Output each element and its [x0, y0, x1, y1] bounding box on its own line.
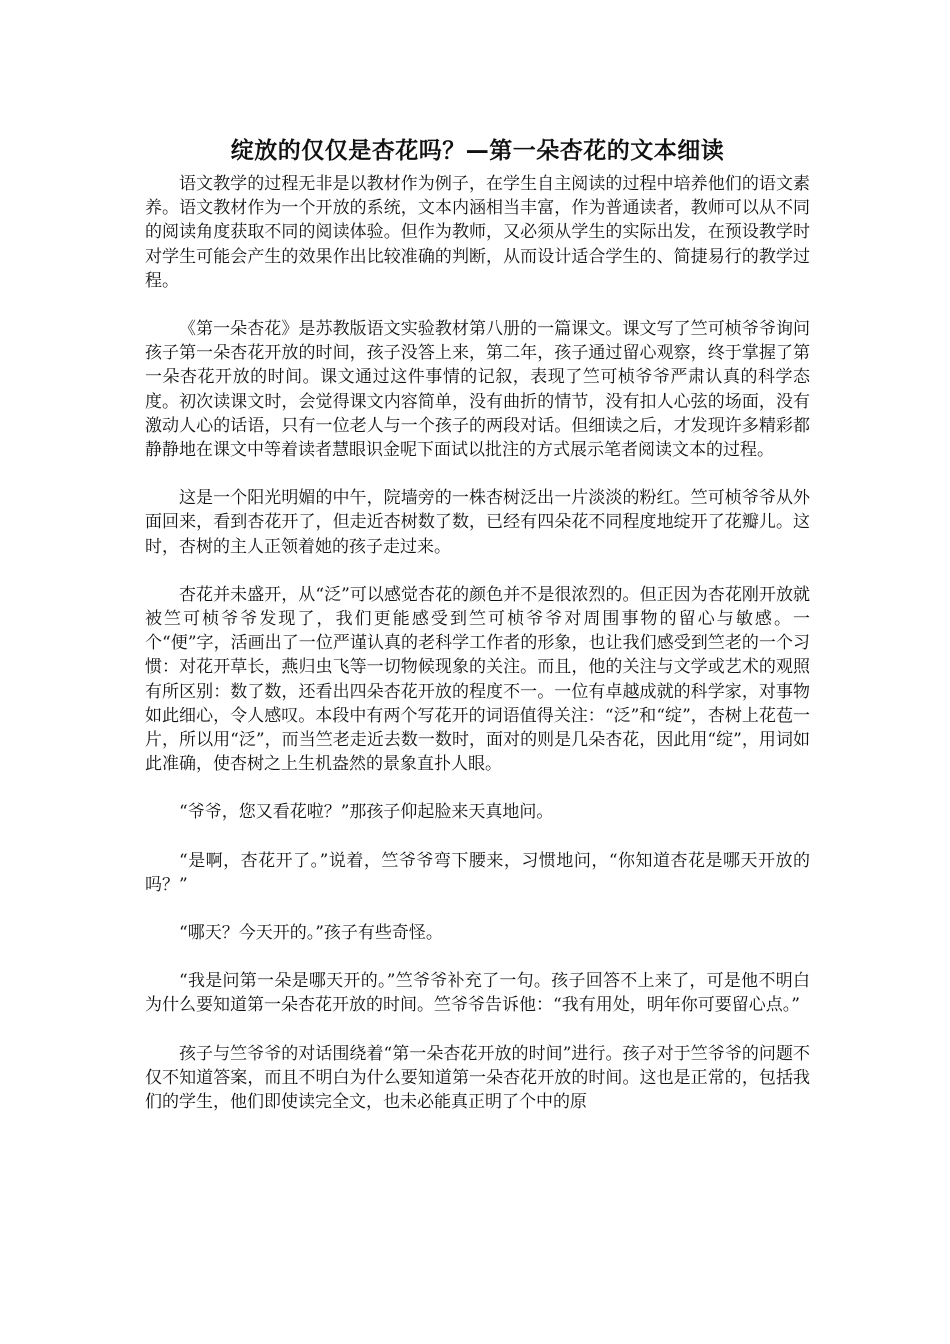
- paragraph-3: 这是一个阳光明媚的中午，院墙旁的一株杏树泛出一片淡淡的粉红。竺可桢爷爷从外面回来，看到杏花开了，但走近杏树数了数，已经有四朵花不同程度地绽开了花瓣儿。这时，杏树的主人正领着她的孩子走过来。: [145, 488, 810, 557]
- paragraph-2: 《第一朵杏花》是苏教版语文实验教材第八册的一篇课文。课文写了竺可桢爷爷询问孩子第一朵杏花开放的时间，孩子没答上来，第二年，孩子通过留心观察，终于掌握了第一朵杏花开放的时间。课文通过这件事情的记叙，表现了竺可桢爷爷严肃认真的科学态度。初次读课文时，会觉得课文内容简单，没有曲折的情节，没有扣人心弦的场面，没有激动人心的话语，只有一位老人与一个孩子的两段对话。但细读之后，才发现许多精彩都静静地在课文中等着读者慧眼识金呢下面试以批注的方式展示笔者阅读文本的过程。: [145, 319, 810, 461]
- document-page: [145, 136, 810, 1138]
- paragraph-6: “是啊，杏花开了。”说着，竺爷爷弯下腰来，习惯地问，“你知道杏花是哪天开放的吗？”: [145, 850, 810, 895]
- paragraph-4: 杏花并未盛开，从“泛”可以感觉杏花的颜色并不是很浓烈的。但正因为杏花刚开放就被竺可桢爷爷发现了，我们更能感受到竺可桢爷爷对周围事物的留心与敏感。一个“便”字，活画出了一位严谨认真的老科学工作者的形象，也让我们感受到竺老的一个习惯：对花开草长，燕归虫飞等一切物候现象的关注。而且，他的关注与文学或艺术的观照有所区别：数了数，还看出四朵杏花开放的程度不一。一位有卓越成就的科学家，对事物如此细心，令人感叹。本段中有两个写花开的词语值得关注：“泛”和“绽”，杏树上花苞一片，所以用“泛”，而当竺老走近去数一数时，面对的则是几朵杏花，因此用“绽”，用词如此准确，使杏树之上生机盎然的景象直扑人眼。: [145, 584, 810, 775]
- paragraph-1: 语文教学的过程无非是以教材作为例子，在学生自主阅读的过程中培养他们的语文素养。语文教材作为一个开放的系统，文本内涵相当丰富，作为普通读者，教师可以从不同的阅读角度获取不同的阅读体验。但作为教师，又必须从学生的实际出发，在预设教学时对学生可能会产生的效果作出比较准确的判断，从而设计适合学生的、简捷易行的教学过程。: [145, 174, 810, 291]
- paragraph-9: 孩子与竺爷爷的对话围绕着“第一朵杏花开放的时间”进行。孩子对于竺爷爷的问题不仅不知道答案，而且不明白为什么要知道第一朵杏花开放的时间。这也是正常的，包括我们的学生，他们即使读完全文，也未必能真正明了个中的原: [145, 1043, 810, 1113]
- paragraph-8: “我是问第一朵是哪天开的。”竺爷爷补充了一句。孩子回答不上来了，可是他不明白为什么要知道第一朵杏花开放的时间。竺爷爷告诉他：“我有用处，明年你可要留心点。”: [145, 971, 810, 1016]
- paragraph-7: “哪天？今天开的。”孩子有些奇怪。: [179, 923, 443, 944]
- document-title: 绽放的仅仅是杏花吗？—第一朵杏花的文本细读: [230, 138, 725, 164]
- paragraph-5: “爷爷，您又看花啦？”那孩子仰起脸来天真地问。: [179, 802, 554, 823]
